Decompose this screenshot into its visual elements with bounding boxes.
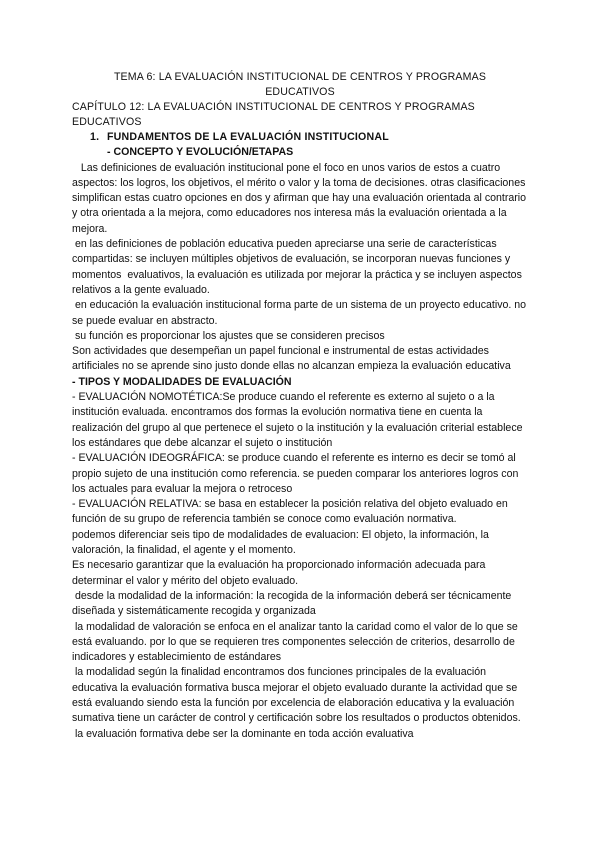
- paragraph: Las definiciones de evaluación institucional pone el foco en unos varios de estos a cuatro aspectos: los logros, los objetivos, el mérito o valor y la toma de decisiones. otras clasificaciones simplifican estas cuatro opciones en dos y afirman que hay una evaluación orientada al contrario y otra orientada a la mejora, como educadores nos interesa más la evaluación orientada a la mejora.: [72, 161, 529, 235]
- chapter-heading: CAPÍTULO 12: LA EVALUACIÓN INSTITUCIONAL DE CENTROS Y PROGRAMAS EDUCATIVOS: [72, 101, 475, 129]
- paragraph: Es necesario garantizar que la evaluación ha proporcionado información adecuada para determinar el valor y mérito del objeto evaluado.: [72, 559, 486, 587]
- paragraph: - EVALUACIÓN NOMOTÉTICA:Se produce cuando el referente es externo al sujeto o a la institución evaluada. encontramos dos formas la evolución normativa tiene en cuenta la realización del grupo al que pertenece el sujeto o la institución y la evaluación criterial establece los estándares que debe alcanzar el sujeto o institución: [72, 391, 523, 449]
- section-heading: [90, 130, 532, 145]
- paragraph: podemos diferenciar seis tipo de modalidades de evaluacion: El objeto, la información, la valoración, la finalidad, el agente y el momento.: [72, 528, 489, 557]
- document-body: [72, 130, 532, 742]
- paragraph: - EVALUACIÓN RELATIVA: se basa en establecer la posición relativa del objeto evaluado en función de su grupo de referencia también se conoce como evaluación normativa.: [72, 498, 508, 526]
- paragraph: la evaluación formativa debe ser la dominante en toda acción evaluativa: [72, 727, 414, 740]
- section-title: FUNDAMENTOS DE LA EVALUACIÓN INSTITUCIONAL: [107, 131, 389, 143]
- paragraph: su función es proporcionar los ajustes que se consideren precisos: [72, 329, 385, 342]
- paragraph: - EVALUACIÓN IDEOGRÁFICA: se produce cuando el referente es interno es decir se tomó al propio sujeto de una institución como referencia. se pueden comparar los anteriores logros con los actuales para evaluar la mejora o retroceso: [72, 452, 519, 495]
- subheading-concepto: - CONCEPTO Y EVOLUCIÓN/ETAPAS: [107, 146, 294, 159]
- paragraph: desde la modalidad de la información: la recogida de la información deberá ser técnicamente diseñada y sistemáticamente recogida y organizada: [72, 589, 515, 618]
- subheading-tipos: - TIPOS Y MODALIDADES DE EVALUACIÓN: [72, 375, 292, 388]
- paragraph: en las definiciones de población educativa pueden apreciarse una serie de características compartidas: se incluyen múltiples objetivos de evaluación, se incorporan nuevas funciones y momentos evaluativos, la evaluación es utilizada por mejorar la práctica y se incluyen aspectos relativos a la gente evaluado.: [72, 238, 525, 296]
- paragraph: la modalidad según la finalidad encontramos dos funciones principales de la evaluación educativa la evaluación formativa busca mejorar el objeto evaluado durante la actividad que se está evaluando siendo esta la función por excelencia de elaboración educativa y la evaluación sumativa tiene un carácter de control y certificación sobre los resultados o productos obtenidos.: [72, 666, 521, 725]
- section-number: 1.: [90, 131, 100, 143]
- paragraph: la modalidad de valoración se enfoca en el analizar tanto la caridad como el valor de lo que se está evaluando. por lo que se requieren tres componentes selección de criterios, desarrollo de indicadores y establecimiento de estándares: [72, 620, 521, 664]
- document-title: TEMA 6: LA EVALUACIÓN INSTITUCIONAL DE CENTROS Y PROGRAMAS EDUCATIVOS: [113, 71, 487, 99]
- paragraph: en educación la evaluación institucional forma parte de un sistema de un proyecto educativo. no se puede evaluar en abstracto.: [72, 299, 530, 327]
- paragraph: Son actividades que desempeñan un papel funcional e instrumental de estas actividades artificiales no se aprende sino justo donde ellas no alcanzan empieza la evaluación educativa: [72, 345, 511, 373]
